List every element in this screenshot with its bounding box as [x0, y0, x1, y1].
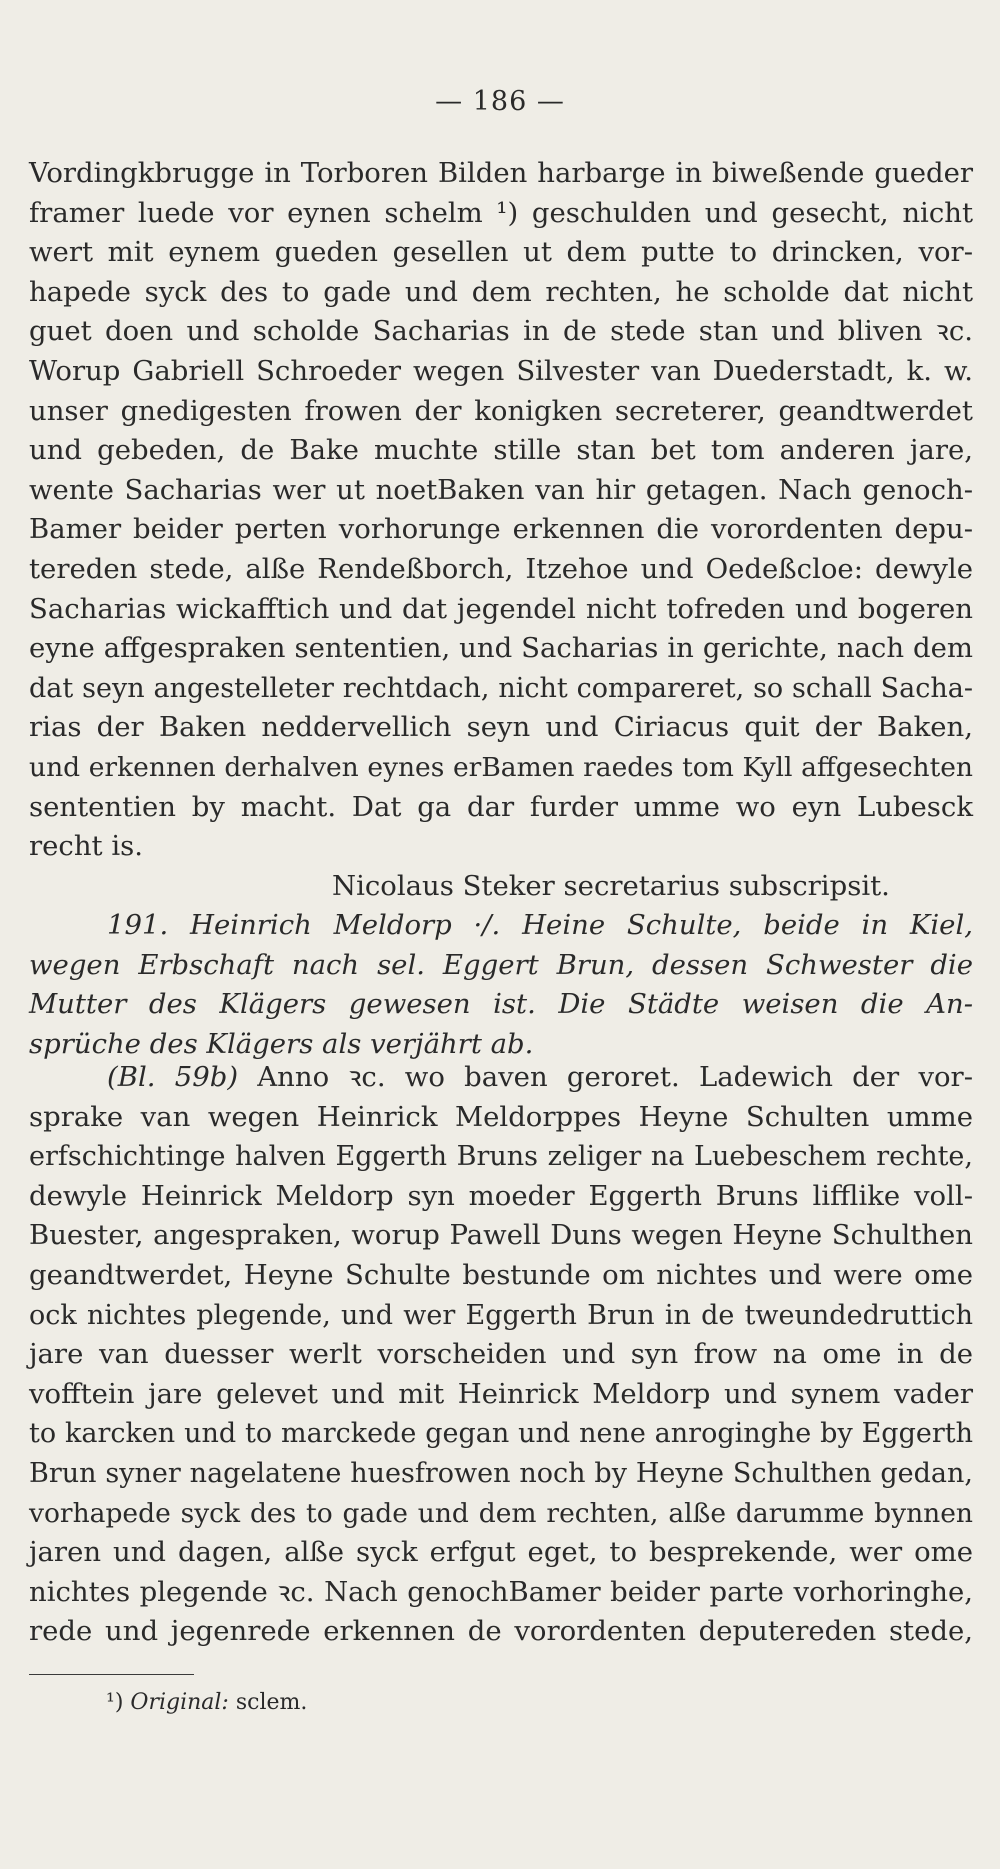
- footnote: [106, 1689, 307, 1717]
- text-line: dewyle Heinrick Meldorp syn moeder Eggerth Bruns lifflike voll-: [29, 1179, 973, 1212]
- text-line: Vordingkbrugge in Torboren Bilden harbarge in biweßende gueder: [29, 157, 973, 189]
- folio-reference: (Bl. 59b): [107, 1061, 239, 1093]
- footnote-text: sclem.: [235, 1690, 308, 1715]
- text-line: framer luede vor eynen schelm ¹) geschulden und gesecht, nicht: [29, 196, 973, 229]
- text-line: nichtes plegende ꝛc. Nach genochBamer beider parte vorhoringhe,: [29, 1575, 973, 1608]
- text-line: [29, 1058, 973, 1098]
- text-line: erfschichtinge halven Eggerth Bruns zeliger na Luebeschem rechte,: [29, 1141, 973, 1173]
- text-line: und gebeden, de Bake muchte stille stan bet tom anderen jare,: [29, 434, 973, 467]
- text-line: wert mit eynem gueden gesellen ut dem putte to drincken, vor-: [29, 236, 973, 269]
- text-line: sententien by macht. Dat ga dar furder umme wo eyn Lubesck: [29, 790, 973, 823]
- text-line: unser gnedigesten frowen der konigken secreterer, geandtwerdet: [29, 394, 973, 427]
- text-line: hapede syck des to gade und dem rechten, he scholde dat nicht: [29, 275, 973, 308]
- text-line: to karcken und to marckede gegan und nene anroginghe by Eggerth: [29, 1418, 973, 1450]
- heading-line: wegen Erbschaft nach sel. Eggert Brun, dessen Schwester die: [29, 948, 973, 981]
- signature-line: Nicolaus Steker secretarius subscripsit.: [332, 869, 890, 902]
- text-line: rias der Baken neddervellich seyn und Ciriacus quit der Baken,: [29, 711, 973, 744]
- text-line: jaren und dagen, alße syck erfgut eget, to besprekende, wer ome: [29, 1536, 973, 1569]
- heading-line: Mutter des Klägers gewesen ist. Die Städte weisen die An-: [29, 988, 973, 1021]
- entry-191-heading: [29, 906, 973, 1064]
- text-line: Worup Gabriell Schroeder wegen Silvester van Duederstadt, k. w.: [29, 354, 973, 387]
- text-line: wente Sacharias wer ut noetBaken van hir getagen. Nach genoch-: [29, 473, 973, 506]
- text-line: Bamer beider perten vorhorunge erkennen die vorordenten depu-: [29, 513, 973, 546]
- text-line: dat seyn angestelleter rechtdach, nicht compareret, so schall Sacha-: [29, 672, 973, 704]
- entry-191-body: [29, 1058, 973, 1652]
- heading-line: sprüche des Klägers als verjährt ab.: [29, 1027, 534, 1060]
- text-line: rede und jegenrede erkennen de vorordenten deputereden stede,: [29, 1615, 973, 1648]
- text-line: jare van duesser werlt vorscheiden und syn frow na ome in de: [29, 1338, 973, 1371]
- heading-line: 191. Heinrich Meldorp ·/. Heine Schulte, beide in Kiel,: [107, 909, 973, 941]
- text-line: eyne affgespraken sententien, und Sacharias in gerichte, nach dem: [29, 632, 973, 665]
- text-line: tereden stede, alße Rendeßborch, Itzehoe und Oedeßcloe: dewyle: [29, 552, 973, 585]
- text-line: recht is.: [29, 830, 143, 863]
- text-line: und erkennen derhalven eynes erBamen raedes tom Kyll affgesechten: [29, 751, 973, 783]
- text-line: Buester, angespraken, worup Pawell Duns wegen Heyne Schulthen: [29, 1219, 973, 1252]
- footnote-marker: ¹): [106, 1690, 124, 1715]
- text-line: geandtwerdet, Heyne Schulte bestunde om nichtes und were ome: [29, 1258, 973, 1291]
- text-line: Brun syner nagelatene huesfrowen noch by Heyne Schulthen gedan,: [29, 1457, 973, 1489]
- text-line: sprake van wegen Heinrick Meldorppes Heyne Schulten umme: [29, 1100, 973, 1133]
- text-line: vorhapede syck des to gade und dem rechten, alße darumme bynnen: [29, 1497, 973, 1529]
- page-number: — 186 —: [435, 86, 565, 117]
- text-line: vofftein jare gelevet und mit Heinrick Meldorp und synem vader: [29, 1377, 973, 1410]
- text-line: ock nichtes plegende, und wer Eggerth Brun in de tweundedruttich: [29, 1299, 973, 1331]
- footnote-label: Original:: [130, 1690, 229, 1715]
- paragraph-190-continuation: [29, 154, 973, 906]
- text-line: guet doen und scholde Sacharias in de stede stan und bliven ꝛc.: [29, 315, 973, 348]
- footnote-divider: [29, 1674, 194, 1675]
- text-line: Sacharias wickafftich und dat jegendel nicht tofreden und bogeren: [29, 592, 973, 625]
- text-line-rest: Anno ꝛc. wo baven geroret. Ladewich der vor-: [238, 1061, 973, 1093]
